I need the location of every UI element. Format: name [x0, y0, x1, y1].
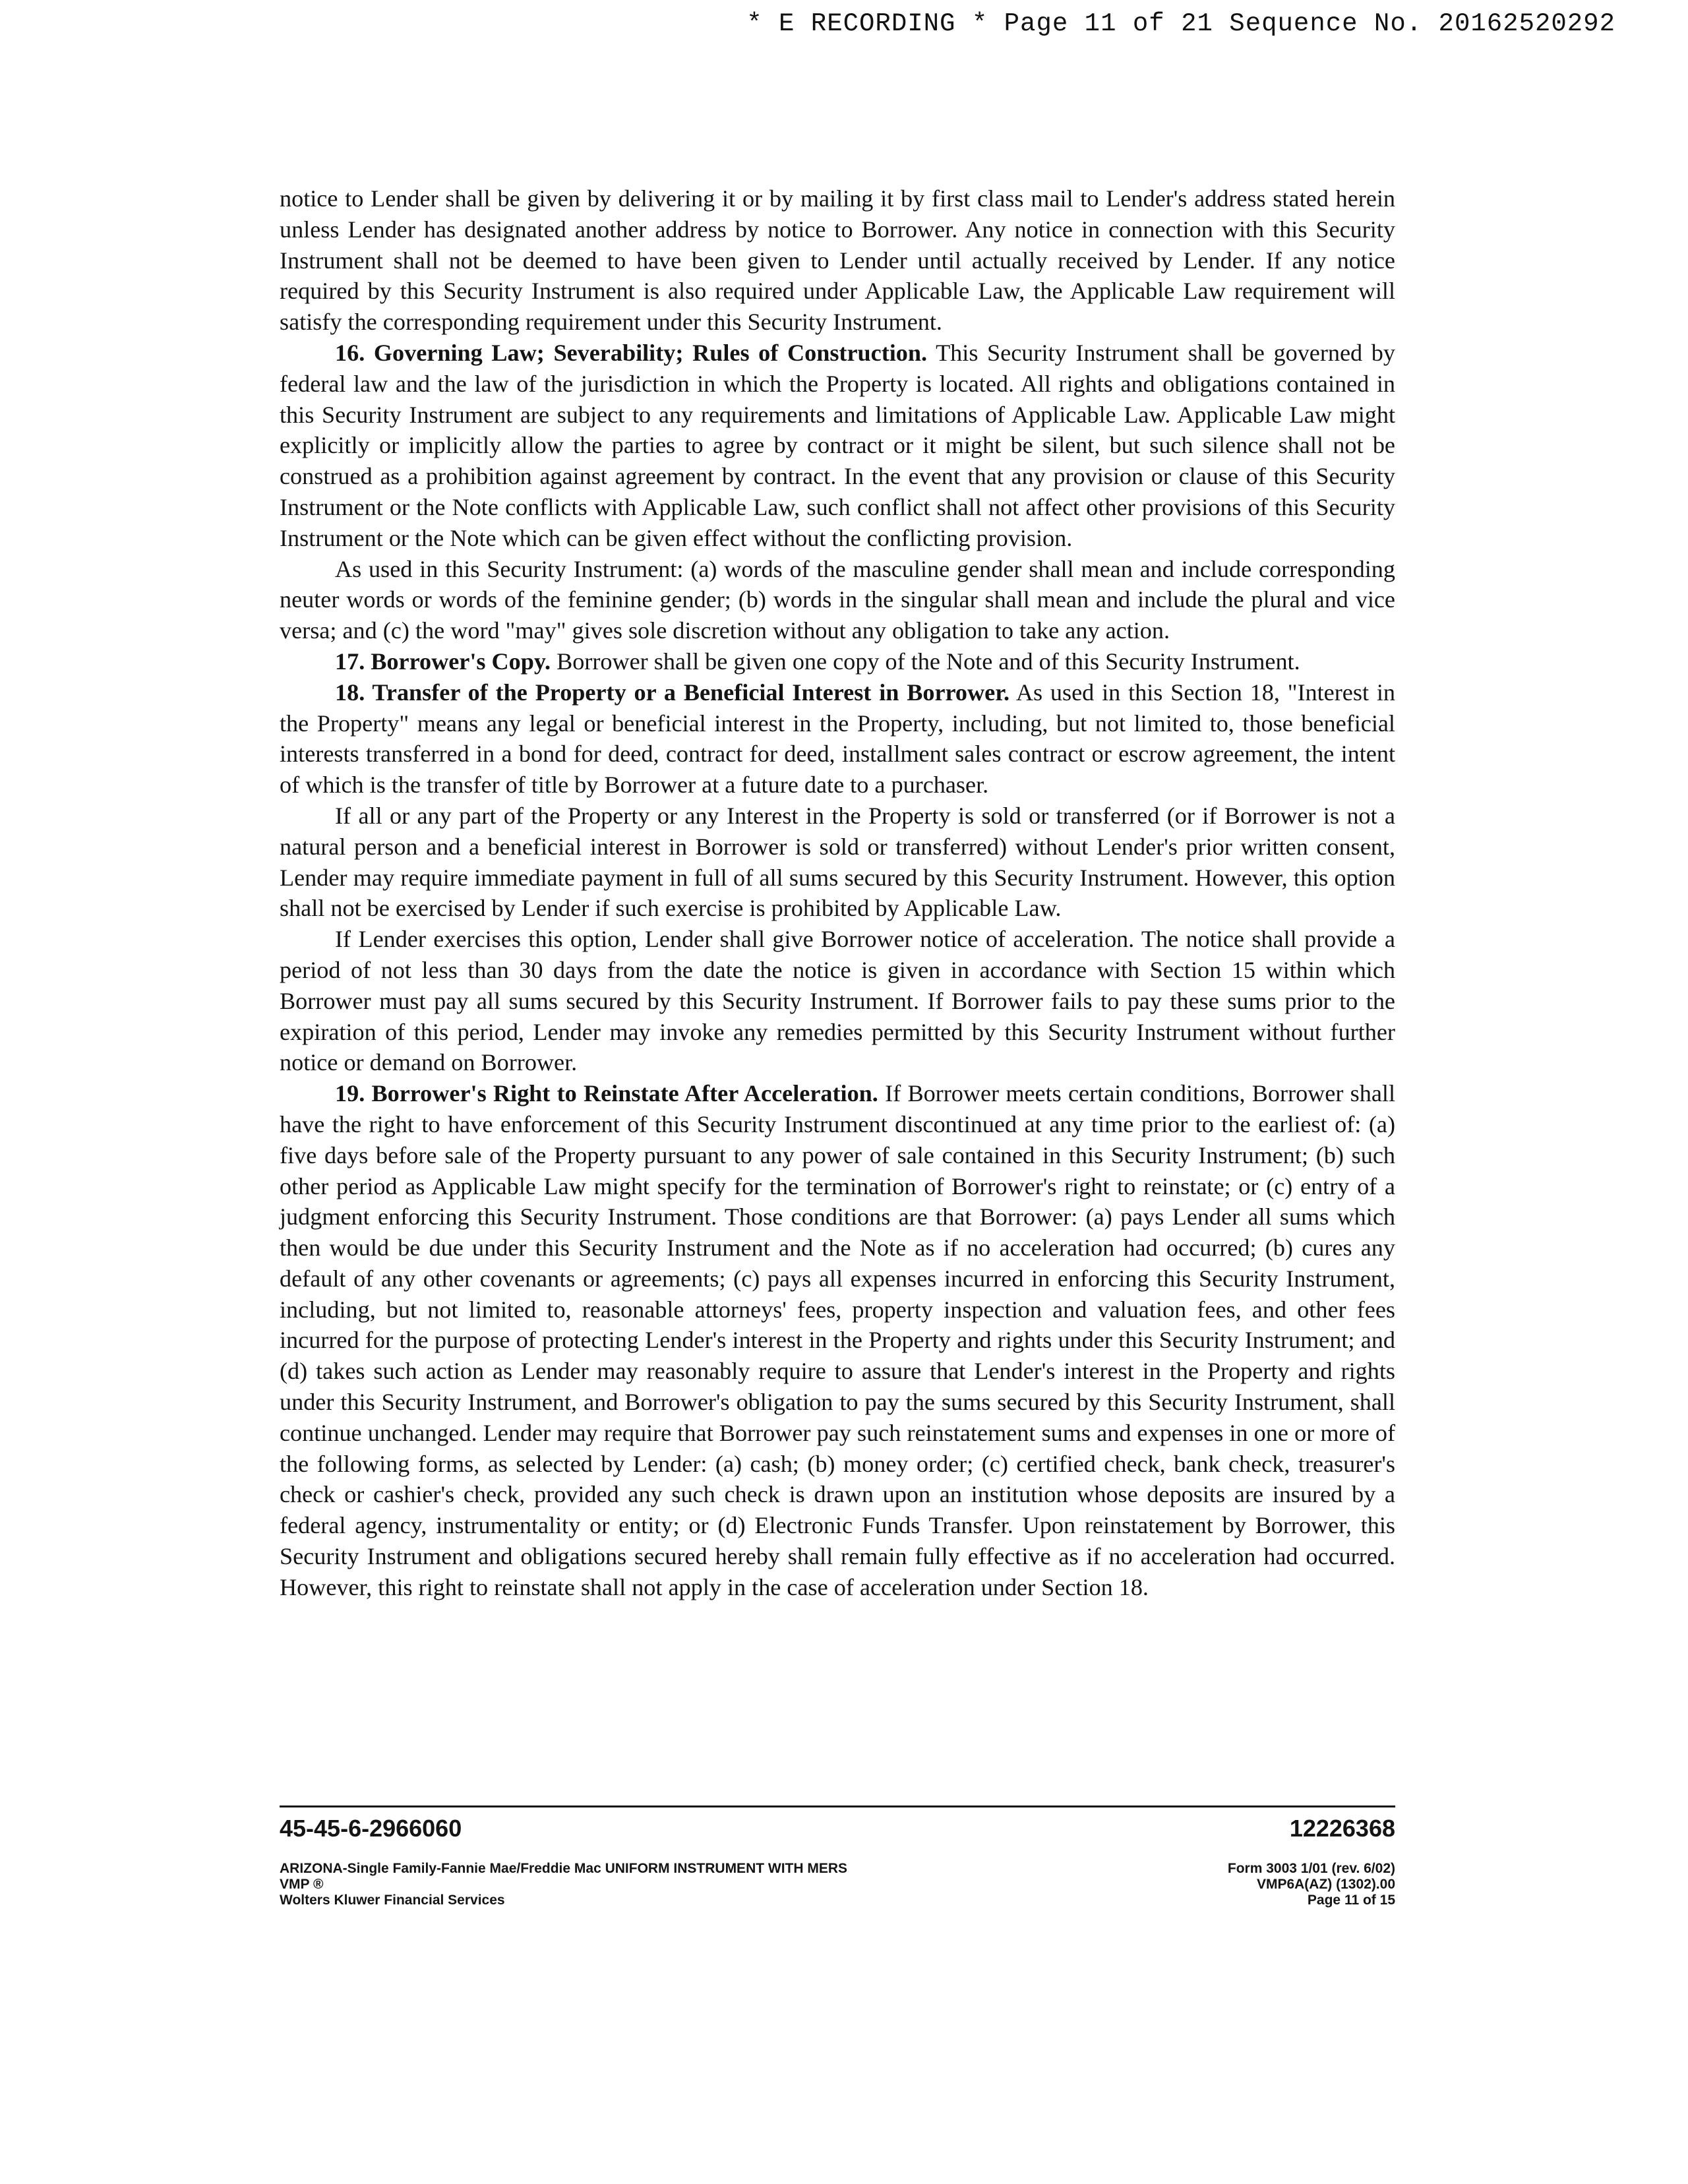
footer-page-number: Page 11 of 15	[1307, 1893, 1395, 1908]
document-body	[280, 183, 1395, 1603]
section-17-heading: 17. Borrower's Copy.	[335, 648, 551, 675]
section-19	[280, 1078, 1395, 1603]
footer-left-line-3: Wolters Kluwer Financial Services	[280, 1893, 505, 1908]
section-19-heading: 19. Borrower's Right to Reinstate After Acceleration.	[335, 1080, 878, 1107]
section-18-heading: 18. Transfer of the Property or a Beneficial Interest in Borrower.	[335, 679, 1010, 706]
footer-form-info	[1228, 1861, 1395, 1908]
section-18-paragraph-3: If Lender exercises this option, Lender shall give Borrower notice of acceleration. The notice shall provide a period of not less than 30 days from the date the notice is given in accordance with Section 15 within which Borrower must pay all sums secured by this Security Instrument. If Borrower fails to pay these sums prior to the expiration of this period, Lender may invoke any remedies permitted by this Security Instrument without further notice or demand on Borrower.	[280, 926, 1395, 1076]
section-18-text: As used in this Section 18, "Interest in the Property" means any legal or beneficial interest in the Property, including, but not limited to, those beneficial interests transferred in a bond for deed, contract for deed, installment sales contract or escrow agreement, the intent of which is the transfer of title by Borrower at a future date to a purchaser.	[280, 679, 1395, 799]
section-17-text: Borrower shall be given one copy of the Note and of this Security Instrument.	[551, 648, 1300, 675]
footer-right-line-2: VMP6A(AZ) (1302).00	[1256, 1877, 1395, 1892]
section-18	[280, 677, 1395, 801]
section-16-paragraph-2: As used in this Security Instrument: (a) words of the masculine gender shall mean and include corresponding neuter words or words of the feminine gender; (b) words in the singular shall mean and include the plural and vice versa; and (c) the word "may" gives sole discretion without any obligation to take any action.	[280, 555, 1395, 644]
recording-stamp: * E RECORDING * Page 11 of 21 Sequence No. 20162520292	[746, 9, 1615, 38]
section-17	[280, 646, 1395, 677]
footer-left-line-2: VMP ®	[280, 1877, 324, 1892]
document-number: 12226368	[1289, 1815, 1395, 1842]
section-16-heading: 16. Governing Law; Severability; Rules of Construction.	[335, 339, 928, 366]
loan-number: 45-45-6-2966060	[280, 1815, 462, 1842]
section-16-text: This Security Instrument shall be governed by federal law and the law of the jurisdiction in which the Property is located. All rights and obligations contained in this Security Instrument are subject to any requirements and limitations of Applicable Law. Applicable Law might explicitly or implicitly allow the parties to agree by contract or it might be silent, but such silence shall not be construed as a prohibition against agreement by contract. In the event that any provision or clause of this Security Instrument or the Note conflicts with Applicable Law, such conflict shall not affect other provisions of this Security Instrument or the Note which can be given effect without the conflicting provision.	[280, 339, 1395, 551]
footer-right-line-1: Form 3003 1/01 (rev. 6/02)	[1227, 1861, 1395, 1876]
paragraph-notice-continued: notice to Lender shall be given by delivering it or by mailing it by first class mail to Lender's address stated herein unless Lender has designated another address by notice to Borrower. Any notice in connection with this Security Instrument shall not be deemed to have been given to Lender until actually received by Lender. If any notice required by this Security Instrument is also required under Applicable Law, the Applicable Law requirement will satisfy the corresponding requirement under this Security Instrument.	[280, 185, 1395, 336]
section-18-paragraph-2: If all or any part of the Property or any Interest in the Property is sold or transferred (or if Borrower is not a natural person and a beneficial interest in Borrower is sold or transferred) without Lender's prior written consent, Lender may require immediate payment in full of all sums secured by this Security Instrument. However, this option shall not be exercised by Lender if such exercise is prohibited by Applicable Law.	[280, 802, 1395, 922]
footer-form-description	[280, 1861, 847, 1908]
section-16	[280, 338, 1395, 554]
footer-divider	[280, 1805, 1395, 1807]
section-19-text: If Borrower meets certain conditions, Borrower shall have the right to have enforcement of this Security Instrument discontinued at any time prior to the earliest of: (a) five days before sale of the Property pursuant to any power of sale contained in this Security Instrument; (b) such other period as Applicable Law might specify for the termination of Borrower's right to reinstate; or (c) entry of a judgment enforcing this Security Instrument. Those conditions are that Borrower: (a) pays Lender all sums which then would be due under this Security Instrument and the Note as if no acceleration had occurred; (b) cures any default of any other covenants or agreements; (c) pays all expenses incurred in enforcing this Security Instrument, including, but not limited to, reasonable attorneys' fees, property inspection and valuation fees, and other fees incurred for the purpose of protecting Lender's interest in the Property and rights under this Security Instrument; and (d) takes such action as Lender may reasonably require to assure that Lender's interest in the Property and rights under this Security Instrument, and Borrower's obligation to pay the sums secured by this Security Instrument, shall continue unchanged. Lender may require that Borrower pay such reinstatement sums and expenses in one or more of the following forms, as selected by Lender: (a) cash; (b) money order; (c) certified check, bank check, treasurer's check or cashier's check, provided any such check is drawn upon an institution whose deposits are insured by a federal agency, instrumentality or entity; or (d) Electronic Funds Transfer. Upon reinstatement by Borrower, this Security Instrument and obligations secured hereby shall remain fully effective as if no acceleration had occurred. However, this right to reinstate shall not apply in the case of acceleration under Section 18.	[280, 1080, 1395, 1600]
footer-left-line-1: ARIZONA-Single Family-Fannie Mae/Freddie Mac UNIFORM INSTRUMENT WITH MERS	[280, 1861, 848, 1876]
